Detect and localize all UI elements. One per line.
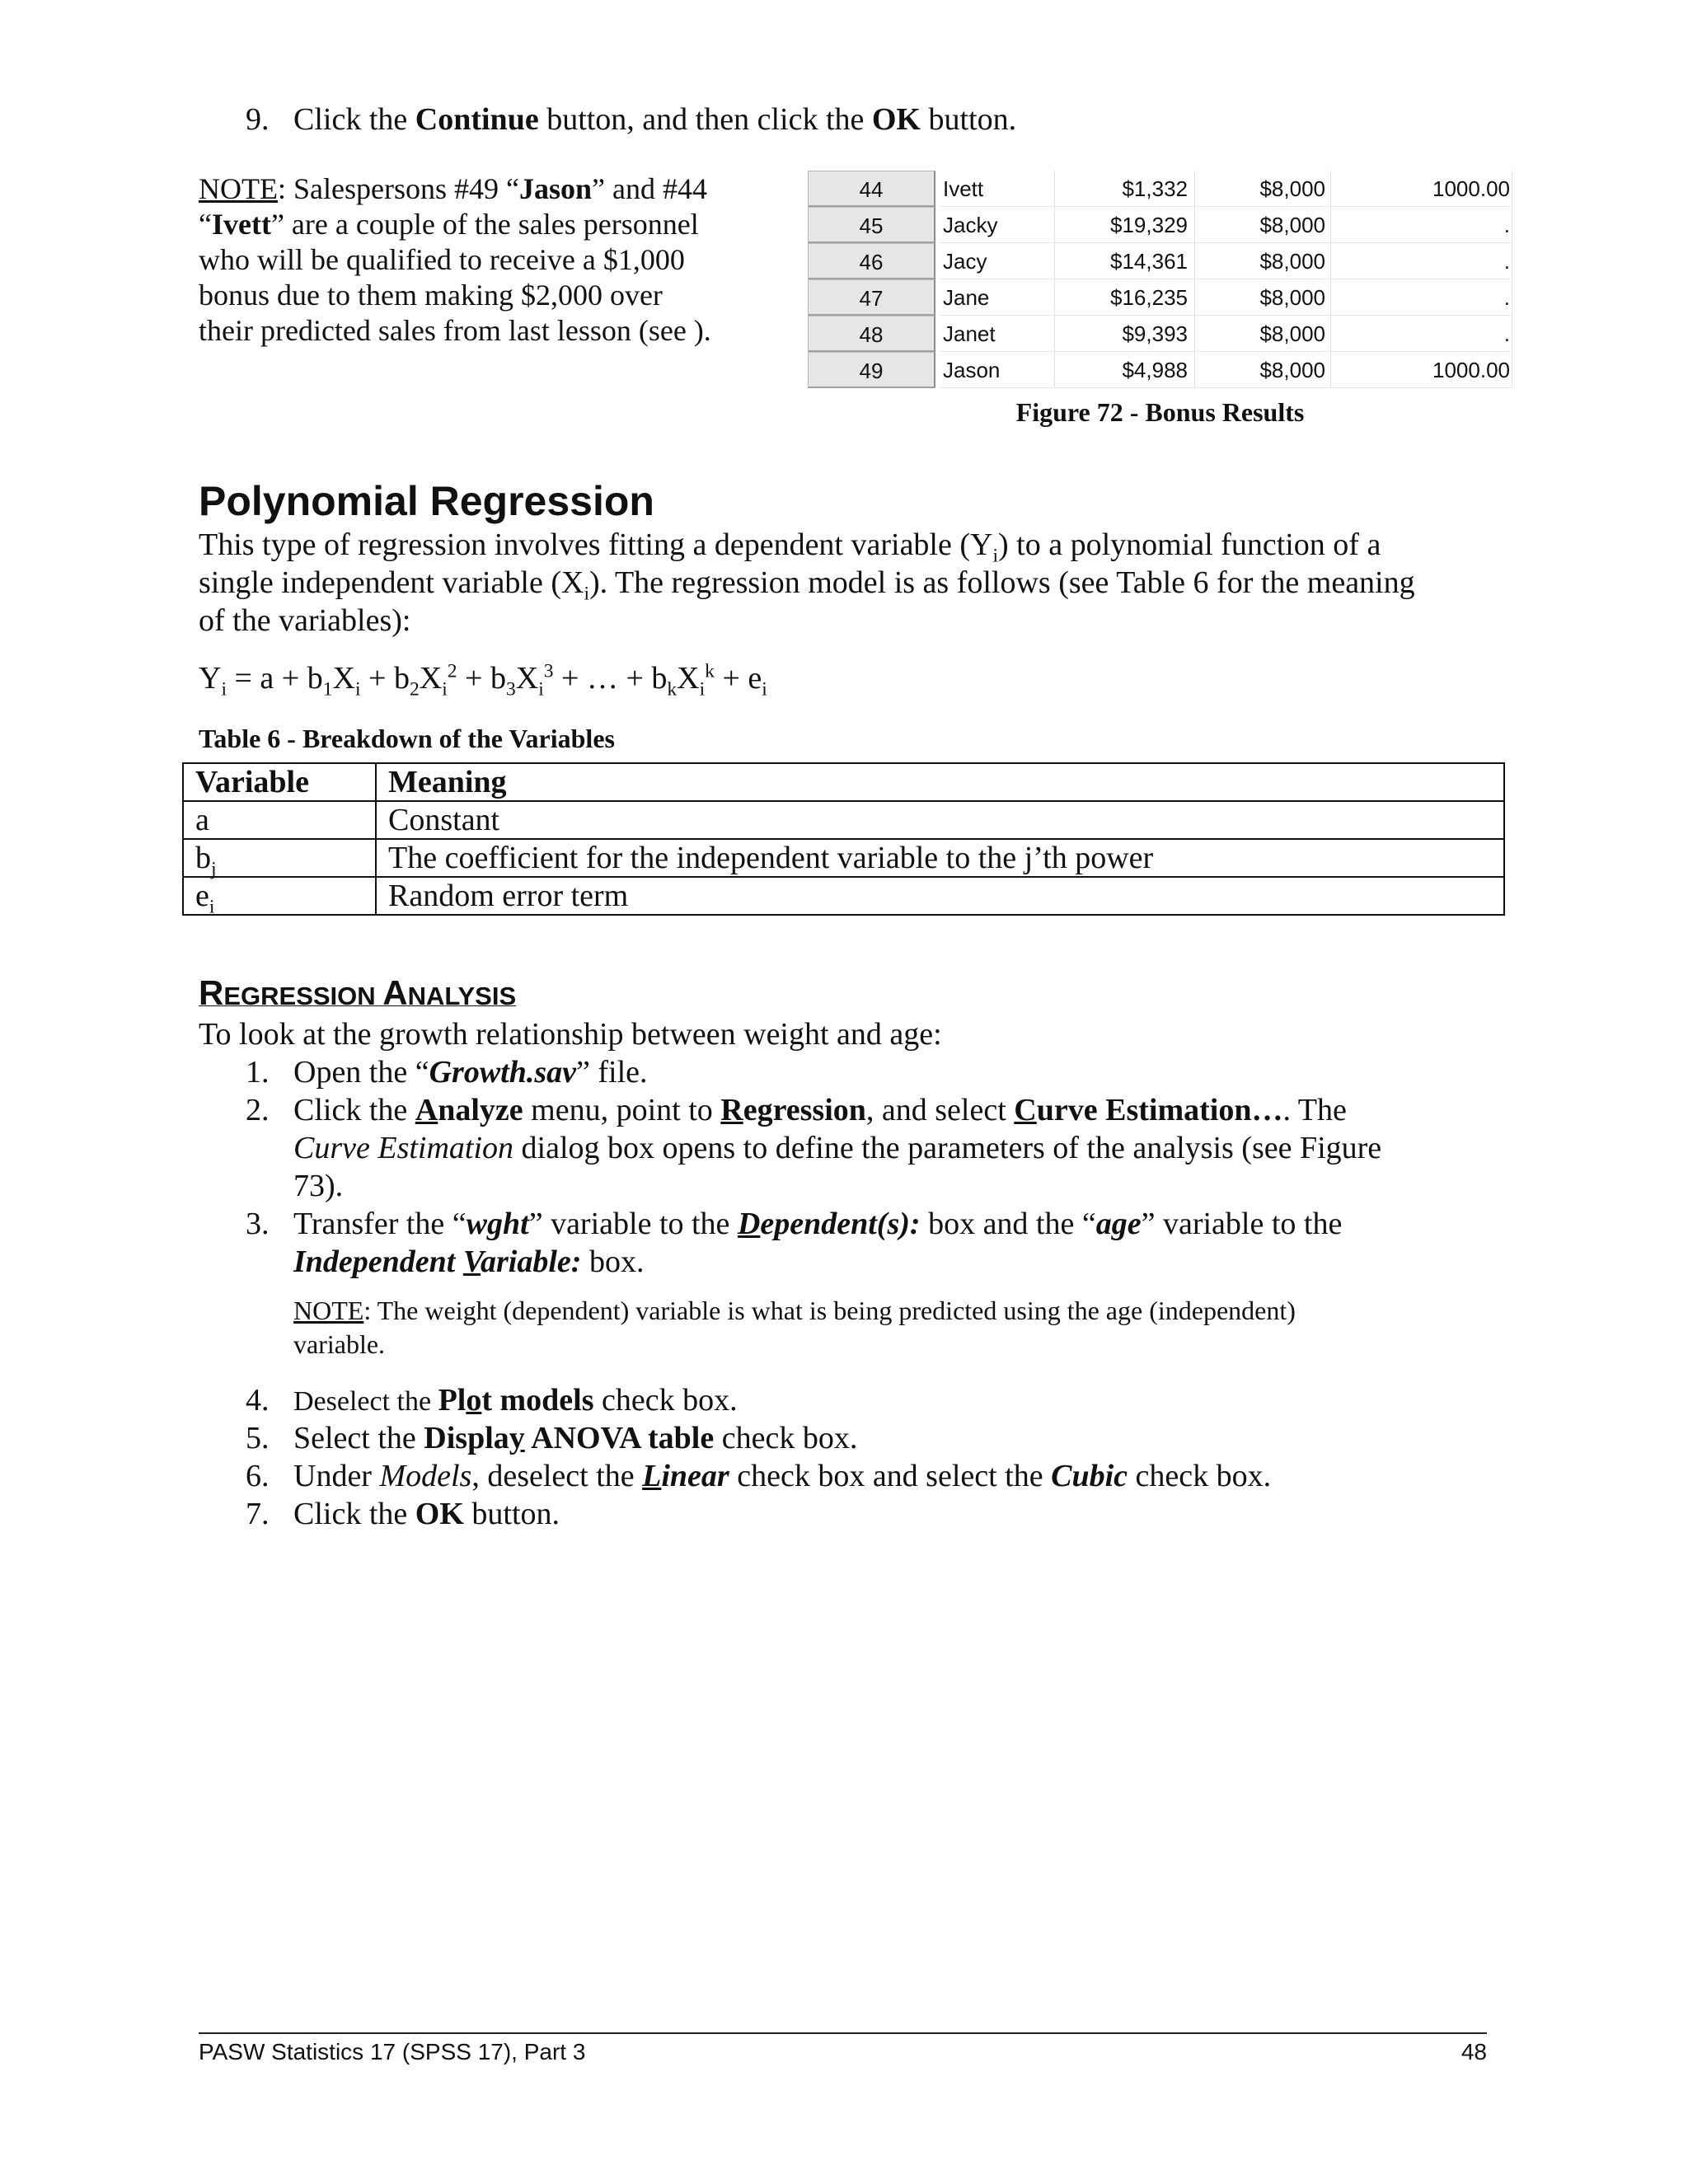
table-row [183,839,1504,877]
section-title: Polynomial Regression [199,478,654,524]
page-number: 48 [1461,2039,1487,2064]
ok-button-ref: OK [871,102,921,137]
row-index-cell[interactable]: 44 [808,171,935,207]
variable-cell: $b_j$ [183,839,376,877]
lead-sentence: To look at the growth relationship between weight and age: [199,1017,942,1052]
grid-row [808,207,1512,243]
grid-row [808,316,1512,352]
table-caption: Table 6 - Breakdown of the Variables [199,724,615,753]
sales-cell: $4,988 [1055,352,1195,388]
bonus-cell: 1000.00 [1331,171,1512,207]
row-index-cell[interactable]: 48 [808,316,935,352]
bonus-cell: . [1331,207,1512,243]
sales-cell: $16,235 [1055,279,1195,316]
bonus-cell: . [1331,316,1512,352]
variable-cell: a [183,801,376,839]
target-cell: $8,000 [1195,207,1331,243]
meaning-cell: The coefficient for the independent variable to the j’th power [376,839,1504,877]
sales-cell: $1,332 [1055,171,1195,207]
intro-paragraph: This type of regression involves fitting a dependent variable $(Y_i)$ to a polynomial function of a single independent variable $(X_i)$. The regression model is as follows (see Table 6 for the meaning of the variables): [199,527,1415,638]
step-number: 9. [246,102,270,137]
name-cell: Jacy [940,243,1055,279]
step-3: 3. Transfer the “wght” variable to the Dependent(s): box and the “age” variable to the Independent Variable: box. [246,1207,1343,1279]
target-cell: $8,000 [1195,243,1331,279]
name-cell: Janet [940,316,1055,352]
name-cell: Jason [940,352,1055,388]
grid-row [808,352,1512,388]
note-bonus: NOTE: Salespersons #49 “Jason” and #44 “Ivett” are a couple of the sales personnel who will be qualified to receive a $1,000 bonus due to them making $2,000 over their predicted sales from last lesson (see ). [199,172,711,347]
variable-cell: $e_i$ [183,877,376,915]
bonus-cell: . [1331,243,1512,279]
grid-row [808,243,1512,279]
variables-table [182,762,1505,916]
grid-row [808,171,1512,207]
row-index-cell[interactable]: 45 [808,207,935,243]
row-index-cell[interactable]: 46 [808,243,935,279]
continue-button-ref: Continue [415,102,539,137]
target-cell: $8,000 [1195,279,1331,316]
name-cell: Jane [940,279,1055,316]
figure-caption: Figure 72 - Bonus Results [1015,397,1305,427]
regression-equation: $Y_i = a + b_1X_i + b_2X_i^2 + b_3X_i^3$ + … + $b_kX_i^k + e_i$ [199,660,767,701]
footer-title: PASW Statistics 17 (SPSS 17), Part 3 [199,2039,586,2064]
name-cell: Jacky [940,207,1055,243]
sales-cell: $14,361 [1055,243,1195,279]
target-cell: $8,000 [1195,316,1331,352]
meaning-cell: Random error term [376,877,1504,915]
note-dependent: NOTE: The weight (dependent) variable is what is being predicted using the age (independent) variable. [293,1296,1296,1359]
target-cell: $8,000 [1195,171,1331,207]
name-cell: Ivett [940,171,1055,207]
bonus-cell: . [1331,279,1512,316]
table-header-row [183,763,1504,801]
table-row [183,877,1504,915]
meaning-cell: Constant [376,801,1504,839]
bonus-results-grid [808,171,1512,390]
row-index-cell[interactable]: 49 [808,352,935,388]
footer-rule [199,2032,1487,2034]
row-divider [940,387,1512,388]
header-variable: Variable [183,763,376,801]
sales-cell: $19,329 [1055,207,1195,243]
bonus-cell: 1000.00 [1331,352,1512,388]
grid-row [808,279,1512,316]
sales-cell: $9,393 [1055,316,1195,352]
table-row [183,801,1504,839]
row-index-cell[interactable]: 47 [808,279,935,316]
target-cell: $8,000 [1195,352,1331,388]
subsection-heading: REGRESSION ANALYSIS [199,973,517,1012]
step-2: 2. Click the Analyze menu, point to Regression, and select Curve Estimation…. The Curve Estimation dialog box opens to define the parameters of the analysis (see Figure 73). [246,1093,1382,1203]
header-meaning: Meaning [376,763,1504,801]
file-name: Growth.sav [429,1055,577,1090]
note-label: NOTE [199,172,278,205]
